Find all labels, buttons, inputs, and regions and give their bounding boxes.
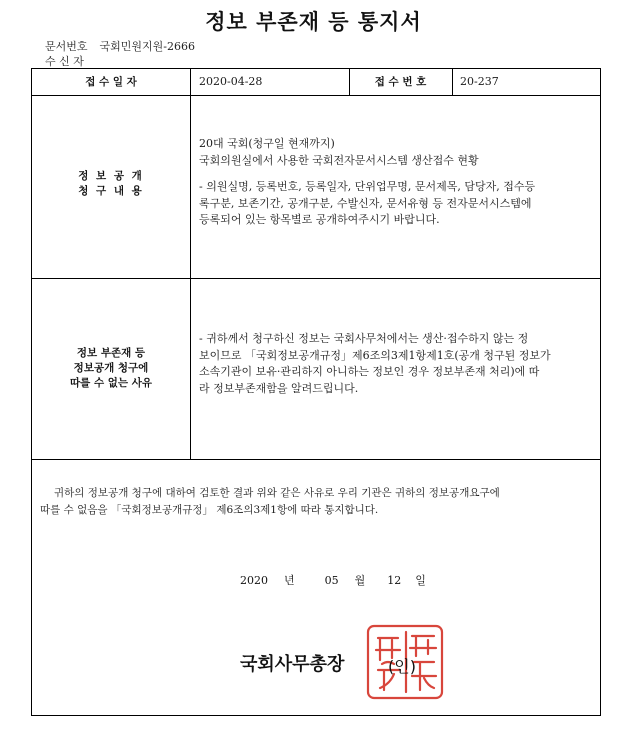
date-day-unit: 일 [415,574,426,587]
reason-label-line: 정보공개 청구에 [73,362,149,374]
doc-number-value: 국회민원지원-2666 [99,40,195,53]
reason-label [32,346,190,391]
request-line: - 의원실명, 등록번호, 등록일자, 단위업무명, 문서제목, 담당자, 접수등 [199,180,536,193]
receipt-date-value: 2020-04-28 [199,75,263,88]
reason-label-line: 따를 수 없는 사유 [70,377,152,389]
reason-content [199,331,595,397]
reason-line: 보이므로 「국회정보공개규정」제6조의3제1항제1호(공개 청구된 정보가 [199,348,551,362]
request-line: 등록되어 있는 항목별로 공개하여주시기 바랍니다. [199,213,440,226]
row-divider [32,278,600,279]
reason-line: 소속기관이 보유·관리하지 아니하는 정보인 경우 정보부존재 처리)에 따 [199,365,540,378]
receipt-date-label: 접 수 일 자 [85,76,137,88]
row-divider [32,95,600,96]
reason-label-line: 정보 부존재 등 [76,347,146,359]
notice-table [31,68,601,716]
reason-line: - 귀하께서 청구하신 정보는 국회사무처에서는 생산·접수하지 않는 정 [199,332,529,345]
date-month-unit: 월 [354,574,366,587]
document-title: 정보 부존재 등 통지서 [205,10,422,34]
column-divider [190,69,191,459]
reason-line: 라 정보부존재함을 알려드립니다. [199,381,359,395]
seal-mark: (인) [388,657,416,676]
issue-date [240,572,426,588]
column-divider [452,69,453,95]
notice-paragraph [40,485,592,518]
notice-line: 따를 수 없음을 「국회정보공개규정」 제6조의3제1항에 따라 통지합니다. [40,503,379,516]
request-content [199,136,595,229]
doc-number [45,38,195,54]
request-label-line: 청 구 내 용 [78,185,144,197]
receipt-number-label: 접 수 번 호 [374,76,427,88]
request-line: 20대 국회(청구일 현재까지) [199,137,335,150]
date-month: 05 [324,574,339,587]
request-label-line: 정 보 공 개 [78,170,144,182]
request-label [32,169,190,199]
request-line: 록구분, 보존기간, 공개구분, 수발신자, 문서유형 등 전자문서시스템에 [199,196,532,210]
receipt-number-value: 20-237 [460,75,499,88]
date-year: 2020 [240,574,268,587]
issuer-name: 국회사무총장 [240,654,345,675]
notice-line: 귀하의 정보공개 청구에 대하여 검토한 결과 위와 같은 사유로 우리 기관은 귀하의 정보공개요구에 [54,487,500,499]
row-divider [32,459,600,460]
date-day: 12 [387,574,402,587]
recipient-label: 수 신 자 [45,55,84,68]
doc-number-label: 문서번호 [45,40,88,53]
request-line: 국회의원실에서 사용한 국회전자문서시스템 생산접수 현황 [199,153,479,167]
date-year-unit: 년 [284,574,295,587]
